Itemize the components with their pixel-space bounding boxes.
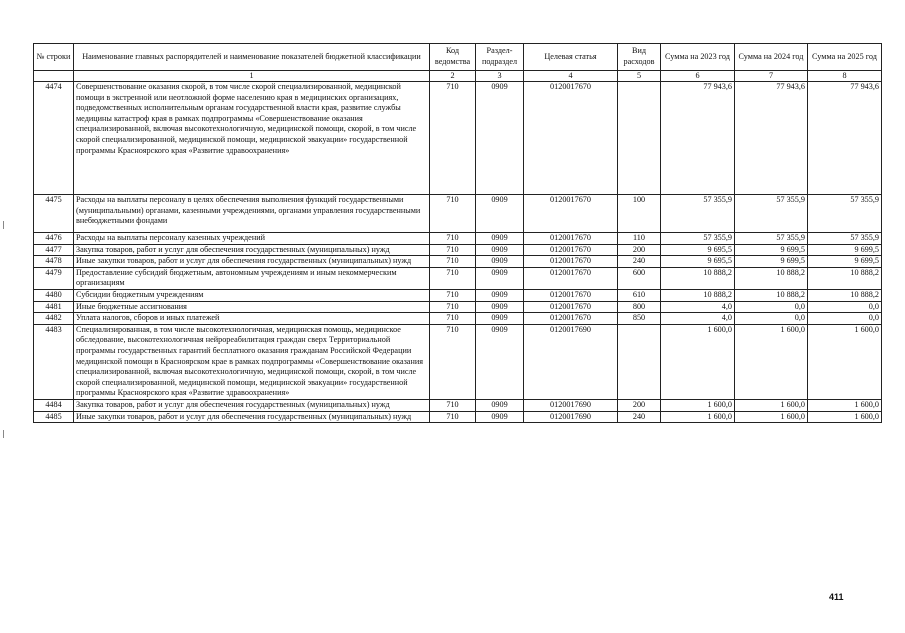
row-dept-code: 710: [430, 233, 476, 245]
row-sum-2024: 1 600,0: [735, 399, 808, 411]
row-sum-2023: 9 695,5: [661, 256, 735, 268]
row-expense-kind: [618, 82, 661, 195]
row-section: 0909: [476, 256, 524, 268]
row-target-article: 0120017670: [524, 244, 618, 256]
row-sum-2025: 0,0: [808, 301, 882, 313]
row-number: 4475: [34, 195, 74, 233]
row-number: 4474: [34, 82, 74, 195]
row-sum-2023: 1 600,0: [661, 411, 735, 423]
row-sum-2024: 10 888,2: [735, 267, 808, 289]
row-name: Субсидии бюджетным учреждениям: [74, 289, 430, 301]
row-expense-kind: 200: [618, 399, 661, 411]
budget-table-page: [33, 43, 881, 423]
row-name: Совершенствование оказания скорой, в том числе скорой специализированной, медицинской помощи в экстренной или неотложной форме населению края в медицинских организациях, подведомственных исполнительным органам государственной власти края, развитие службы медицины катастроф края в рамках подпрограммы «Совершенствование оказания специализированной, включая высокотехнологичную, медицинской помощи, скорой, в том числе скорой специализированной, медицинской помощи, медицинской эвакуации» государственной программы Красноярского края «Развитие здравоохранения»: [74, 82, 430, 195]
row-sum-2023: 4,0: [661, 313, 735, 325]
col-number: 3: [476, 71, 524, 82]
row-sum-2025: 1 600,0: [808, 399, 882, 411]
row-expense-kind: 200: [618, 244, 661, 256]
header-section: Раздел-подраздел: [476, 44, 524, 71]
table-row: [34, 82, 882, 195]
row-sum-2025: 57 355,9: [808, 195, 882, 233]
row-sum-2024: 1 600,0: [735, 411, 808, 423]
header-sum-2024: Сумма на 2024 год: [735, 44, 808, 71]
row-name: Закупка товаров, работ и услуг для обеспечения государственных (муниципальных) нужд: [74, 399, 430, 411]
row-dept-code: 710: [430, 289, 476, 301]
header-target-article: Целевая статья: [524, 44, 618, 71]
row-dept-code: 710: [430, 324, 476, 399]
row-section: 0909: [476, 195, 524, 233]
table-row: [34, 195, 882, 233]
table-body: [34, 82, 882, 423]
row-sum-2023: 1 600,0: [661, 399, 735, 411]
row-sum-2024: 10 888,2: [735, 289, 808, 301]
col-number: 7: [735, 71, 808, 82]
row-name: Закупка товаров, работ и услуг для обеспечения государственных (муниципальных) нужд: [74, 244, 430, 256]
row-dept-code: 710: [430, 244, 476, 256]
table-row: [34, 301, 882, 313]
row-number: 4485: [34, 411, 74, 423]
row-sum-2023: 10 888,2: [661, 289, 735, 301]
row-sum-2023: 10 888,2: [661, 267, 735, 289]
column-numbers-row: [34, 71, 882, 82]
row-dept-code: 710: [430, 301, 476, 313]
row-dept-code: 710: [430, 256, 476, 268]
header-name: Наименование главных распорядителей и наименование показателей бюджетной классификации: [74, 44, 430, 71]
row-target-article: 0120017670: [524, 256, 618, 268]
row-section: 0909: [476, 82, 524, 195]
table-row: [34, 267, 882, 289]
row-section: 0909: [476, 313, 524, 325]
header-expense-kind: Вид расходов: [618, 44, 661, 71]
row-target-article: 0120017690: [524, 399, 618, 411]
row-target-article: 0120017670: [524, 195, 618, 233]
row-expense-kind: 240: [618, 411, 661, 423]
row-expense-kind: 850: [618, 313, 661, 325]
row-sum-2025: 1 600,0: [808, 324, 882, 399]
row-dept-code: 710: [430, 411, 476, 423]
row-section: 0909: [476, 267, 524, 289]
row-name: Расходы на выплаты персоналу в целях обеспечения выполнения функций государственными (муниципальными) органами, казенными учреждениями, органами управления государственными внебюджетными фондами: [74, 195, 430, 233]
row-expense-kind: 240: [618, 256, 661, 268]
row-number: 4482: [34, 313, 74, 325]
page-number: 411: [829, 592, 844, 602]
table-row: [34, 411, 882, 423]
row-sum-2023: 4,0: [661, 301, 735, 313]
row-number: 4483: [34, 324, 74, 399]
row-target-article: 0120017690: [524, 324, 618, 399]
row-section: 0909: [476, 233, 524, 245]
row-number: 4480: [34, 289, 74, 301]
row-expense-kind: 110: [618, 233, 661, 245]
col-number: 4: [524, 71, 618, 82]
row-target-article: 0120017670: [524, 267, 618, 289]
row-dept-code: 710: [430, 399, 476, 411]
row-name: Расходы на выплаты персоналу казенных учреждений: [74, 233, 430, 245]
row-name: Специализированная, в том числе высокотехнологичная, медицинская помощь, медицинское обследование, высокотехнологичная нейрореабилитация граждан сверх Территориальной программы государственных гарантий бесплатного оказания гражданам Российской Федерации медицинской помощи в Красноярском крае в рамках подпрограммы «Совершенствование оказания специализированной, включая высокотехнологичную, медицинской помощи, скорой, в том числе скорой специализированной, медицинской помощи, медицинской эвакуации» государственной программы Красноярского края «Развитие здравоохранения»: [74, 324, 430, 399]
row-sum-2024: 0,0: [735, 301, 808, 313]
row-number: 4481: [34, 301, 74, 313]
row-expense-kind: 610: [618, 289, 661, 301]
row-sum-2025: 57 355,9: [808, 233, 882, 245]
table-row: [34, 244, 882, 256]
row-sum-2025: 0,0: [808, 313, 882, 325]
row-target-article: 0120017670: [524, 233, 618, 245]
row-expense-kind: 800: [618, 301, 661, 313]
row-sum-2024: 57 355,9: [735, 195, 808, 233]
row-target-article: 0120017670: [524, 82, 618, 195]
header-row-number: № строки: [34, 44, 74, 71]
row-dept-code: 710: [430, 195, 476, 233]
row-sum-2024: 9 699,5: [735, 244, 808, 256]
row-expense-kind: [618, 324, 661, 399]
row-sum-2024: 57 355,9: [735, 233, 808, 245]
table-row: [34, 399, 882, 411]
row-section: 0909: [476, 411, 524, 423]
row-sum-2024: 77 943,6: [735, 82, 808, 195]
row-expense-kind: 600: [618, 267, 661, 289]
row-sum-2024: 0,0: [735, 313, 808, 325]
row-number: 4476: [34, 233, 74, 245]
row-sum-2023: 57 355,9: [661, 233, 735, 245]
col-number: 1: [74, 71, 430, 82]
row-target-article: 0120017670: [524, 289, 618, 301]
table-header: [34, 44, 882, 82]
row-dept-code: 710: [430, 82, 476, 195]
col-number: 8: [808, 71, 882, 82]
row-dept-code: 710: [430, 267, 476, 289]
row-dept-code: 710: [430, 313, 476, 325]
row-expense-kind: 100: [618, 195, 661, 233]
col-number: 6: [661, 71, 735, 82]
row-name: Предоставление субсидий бюджетным, автономным учреждениям и иным некоммерческим организациям: [74, 267, 430, 289]
col-number: [34, 71, 74, 82]
row-sum-2024: 1 600,0: [735, 324, 808, 399]
col-number: 2: [430, 71, 476, 82]
col-number: 5: [618, 71, 661, 82]
row-sum-2023: 1 600,0: [661, 324, 735, 399]
row-number: 4479: [34, 267, 74, 289]
header-sum-2025: Сумма на 2025 год: [808, 44, 882, 71]
table-row: [34, 233, 882, 245]
table-row: [34, 256, 882, 268]
table-row: [34, 313, 882, 325]
row-name: Иные закупки товаров, работ и услуг для обеспечения государственных (муниципальных) нужд: [74, 411, 430, 423]
row-sum-2025: 77 943,6: [808, 82, 882, 195]
row-number: 4478: [34, 256, 74, 268]
row-target-article: 0120017670: [524, 301, 618, 313]
row-sum-2025: 9 699,5: [808, 244, 882, 256]
row-sum-2023: 57 355,9: [661, 195, 735, 233]
table-row: [34, 324, 882, 399]
row-name: Иные закупки товаров, работ и услуг для обеспечения государственных (муниципальных) нужд: [74, 256, 430, 268]
margin-mark-top: [3, 221, 4, 229]
row-sum-2023: 77 943,6: [661, 82, 735, 195]
row-number: 4484: [34, 399, 74, 411]
row-sum-2025: 9 699,5: [808, 256, 882, 268]
budget-table: [33, 43, 882, 423]
table-row: [34, 289, 882, 301]
row-sum-2025: 10 888,2: [808, 267, 882, 289]
row-section: 0909: [476, 289, 524, 301]
margin-mark-bottom: [3, 430, 4, 438]
row-sum-2024: 9 699,5: [735, 256, 808, 268]
row-target-article: 0120017670: [524, 313, 618, 325]
row-section: 0909: [476, 301, 524, 313]
row-target-article: 0120017690: [524, 411, 618, 423]
header-sum-2023: Сумма на 2023 год: [661, 44, 735, 71]
row-name: Иные бюджетные ассигнования: [74, 301, 430, 313]
header-dept-code: Код ведомства: [430, 44, 476, 71]
row-section: 0909: [476, 324, 524, 399]
row-name: Уплата налогов, сборов и иных платежей: [74, 313, 430, 325]
row-section: 0909: [476, 399, 524, 411]
row-sum-2025: 1 600,0: [808, 411, 882, 423]
row-section: 0909: [476, 244, 524, 256]
row-number: 4477: [34, 244, 74, 256]
row-sum-2025: 10 888,2: [808, 289, 882, 301]
row-sum-2023: 9 695,5: [661, 244, 735, 256]
